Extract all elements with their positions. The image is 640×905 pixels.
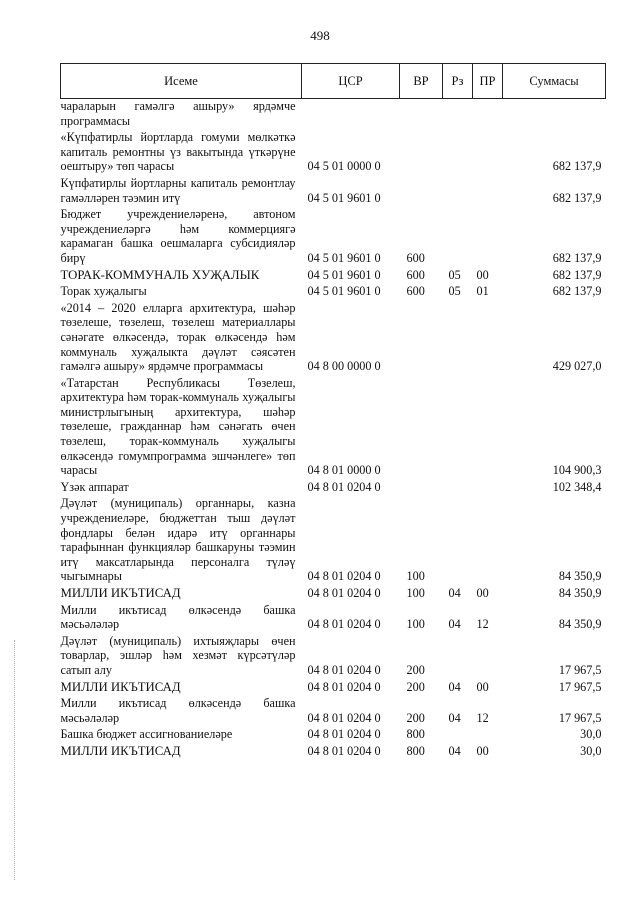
cell-sum: 682 137,9: [552, 284, 602, 299]
cell-rz: [443, 632, 473, 678]
cell-rz: [443, 99, 473, 129]
cell-sum: 17 967,5: [558, 662, 602, 677]
cell-rz: 05: [448, 284, 461, 299]
cell-vr: 600: [406, 284, 425, 299]
table-row: [61, 128, 606, 174]
cell-csr: 04 8 01 0204 0: [307, 679, 381, 694]
cell-csr: 04 8 01 0204 0: [307, 617, 381, 632]
cell-name: Үзәк аппарат: [60, 479, 129, 494]
table-row: [61, 282, 606, 299]
table-header: [61, 64, 606, 99]
cell-sum: 682 137,9: [552, 267, 602, 282]
table-row: [61, 725, 606, 742]
cell-vr: 100: [406, 586, 425, 600]
table-row: [61, 742, 606, 759]
cell-vr: 100: [406, 569, 425, 584]
cell-name: Күпфатирлы йортларны капиталь ремонтлау гамәлләрен тәэмин итү: [60, 175, 296, 205]
cell-csr: 04 5 01 9601 0: [307, 250, 381, 265]
cell-pr: [473, 205, 503, 265]
cell-csr: 04 8 01 0204 0: [307, 569, 381, 584]
cell-rz: [443, 374, 473, 478]
cell-csr: 04 8 01 0204 0: [307, 727, 381, 742]
cell-name: ТОРАК-КОММУНАЛЬ ХУҖАЛЫК: [60, 267, 260, 282]
cell-csr: 04 8 01 0204 0: [307, 710, 381, 725]
header-vr: ВР: [400, 64, 443, 99]
cell-sum: 429 027,0: [552, 359, 602, 374]
table-row: [61, 601, 606, 632]
cell-csr: 04 8 01 0204 0: [307, 479, 381, 494]
header-rz: Рз: [443, 64, 473, 99]
cell-rz: 05: [448, 267, 461, 282]
cell-rz: [443, 725, 473, 742]
cell-name: МИЛЛИ ИКЪТИСАД: [60, 743, 181, 758]
cell-rz: 04: [448, 743, 461, 758]
cell-vr: 200: [406, 662, 425, 677]
cell-sum: 682 137,9: [552, 190, 602, 205]
cell-pr: 01: [476, 284, 489, 299]
cell-rz: 04: [448, 617, 461, 632]
cell-name: Милли икътисад өлкәсендә башка мәсьәләләр: [60, 696, 296, 725]
cell-name: Торак хуҗалыгы: [60, 284, 147, 299]
table-row: [61, 374, 606, 478]
cell-sum: 104 900,3: [552, 463, 602, 478]
header-csr: ЦСР: [302, 64, 400, 99]
cell-vr: 100: [406, 617, 425, 632]
cell-rz: [443, 478, 473, 495]
cell-pr: [473, 299, 503, 374]
cell-csr: 04 5 01 9601 0: [307, 267, 381, 282]
cell-pr: 00: [476, 267, 489, 282]
cell-vr: [400, 374, 443, 478]
cell-pr: [473, 128, 503, 174]
table-row: [61, 632, 606, 678]
table-row: [61, 478, 606, 495]
cell-csr: 04 8 01 0204 0: [307, 743, 381, 758]
cell-rz: [443, 494, 473, 584]
cell-sum: [503, 99, 606, 129]
cell-sum: 102 348,4: [552, 479, 602, 494]
cell-pr: [473, 632, 503, 678]
cell-name: «Күпфатирлы йортларда гомуми мөлкәткә капиталь ремонтны үз вакытында үткәрүне оештыру» төп чарасы: [60, 130, 296, 174]
cell-vr: [400, 128, 443, 174]
cell-sum: 30,0: [580, 727, 602, 742]
table-row: [61, 205, 606, 265]
cell-name: «2014 – 2020 елларга архитектура, шәһәр төзелеше, төзелеш, төзелеш материаллары сәнәгате өлкәсендә, торак өлкәсендә һәм коммуналь хуҗалыкта дәүләт сәясәтен гамәлгә ашыру» ярдәмче программасы: [60, 300, 296, 374]
cell-vr: [400, 299, 443, 374]
cell-name: МИЛЛИ ИКЪТИСАД: [60, 586, 181, 600]
cell-pr: 00: [476, 679, 489, 694]
cell-sum: 84 350,9: [558, 586, 602, 600]
cell-vr: 200: [406, 710, 425, 725]
header-sum: Суммасы: [503, 64, 606, 99]
cell-pr: [473, 374, 503, 478]
cell-csr: 04 8 00 0000 0: [307, 359, 381, 374]
cell-vr: 200: [406, 679, 425, 694]
cell-csr: 04 5 01 0000 0: [307, 159, 381, 174]
header-name: Исеме: [61, 64, 302, 99]
cell-rz: 04: [448, 586, 461, 600]
cell-pr: [473, 99, 503, 129]
table-row: [61, 99, 606, 129]
cell-sum: 17 967,5: [558, 710, 602, 725]
cell-name: Дәүләт (муниципаль) органнары, казна учреждениеләре, бюджеттан тыш дәүләт фондлары белән идарә итү органнары тарафыннан функцияләр башкаруны тәэмин итү максатларында персоналга түләү чыгымнары: [60, 496, 296, 584]
cell-sum: 682 137,9: [552, 250, 602, 265]
cell-sum: 682 137,9: [552, 159, 602, 174]
cell-vr: 800: [406, 743, 425, 758]
cell-rz: [443, 128, 473, 174]
table-row: [61, 174, 606, 205]
cell-rz: [443, 174, 473, 205]
table-row: [61, 584, 606, 601]
cell-pr: [473, 494, 503, 584]
cell-sum: 30,0: [580, 743, 602, 758]
cell-vr: [400, 174, 443, 205]
cell-pr: [473, 174, 503, 205]
cell-vr: [400, 99, 443, 129]
cell-vr: 600: [406, 250, 425, 265]
cell-csr: 04 5 01 9601 0: [307, 284, 381, 299]
budget-table-container: [60, 63, 605, 759]
cell-name: чараларын гамәлгә ашыру» ярдәмче программасы: [60, 99, 296, 128]
cell-rz: [443, 299, 473, 374]
header-pr: ПР: [473, 64, 503, 99]
table-body: [61, 99, 606, 759]
cell-name: МИЛЛИ ИКЪТИСАД: [60, 679, 181, 694]
cell-name: Милли икътисад өлкәсендә башка мәсьәләләр: [60, 602, 296, 632]
cell-csr: 04 8 01 0204 0: [307, 586, 381, 600]
cell-name: Бюджет учреждениеләренә, автоном учреждениеләргә һәм коммерциягә карамаган башка оешмаларга субсидияләр бирү: [60, 207, 296, 265]
margin-marks: [14, 640, 17, 880]
cell-name: Башка бюджет ассигнованиеләре: [60, 727, 233, 742]
cell-pr: 12: [476, 617, 489, 632]
table-row: [61, 694, 606, 725]
cell-csr: [302, 99, 400, 129]
cell-vr: 800: [406, 727, 425, 742]
cell-pr: 00: [476, 743, 489, 758]
cell-sum: 17 967,5: [558, 679, 602, 694]
cell-pr: 12: [476, 710, 489, 725]
cell-rz: 04: [448, 679, 461, 694]
cell-sum: 84 350,9: [558, 617, 602, 632]
table-row: [61, 494, 606, 584]
cell-rz: 04: [448, 710, 461, 725]
cell-csr: 04 8 01 0204 0: [307, 662, 381, 677]
cell-csr: 04 5 01 9601 0: [307, 190, 381, 205]
table-row: [61, 266, 606, 283]
cell-name: «Татарстан Республикасы Төзелеш, архитектура һәм торак-коммуналь хуҗалыгы министрлыгының архитектура, шәһәр төзелеше, гражданнар һәм сәнәгать өчен төзелеш, торак-коммуналь хуҗалыгы өлкәсендә гомумпрограмма эшчәнлеге» төп чарасы: [60, 375, 296, 478]
cell-vr: [400, 478, 443, 495]
cell-pr: 00: [476, 586, 489, 600]
budget-table: [60, 63, 606, 759]
cell-vr: 600: [406, 267, 425, 282]
cell-csr: 04 8 01 0000 0: [307, 463, 381, 478]
cell-rz: [443, 205, 473, 265]
cell-pr: [473, 478, 503, 495]
table-row: [61, 299, 606, 374]
cell-name: Дәүләт (муниципаль) ихтыяҗлары өчен товарлар, эшләр һәм хезмәт күрсәтүләр сатып алу: [60, 633, 296, 677]
cell-sum: 84 350,9: [558, 569, 602, 584]
page-number: 498: [310, 28, 330, 43]
table-row: [61, 678, 606, 695]
cell-pr: [473, 725, 503, 742]
